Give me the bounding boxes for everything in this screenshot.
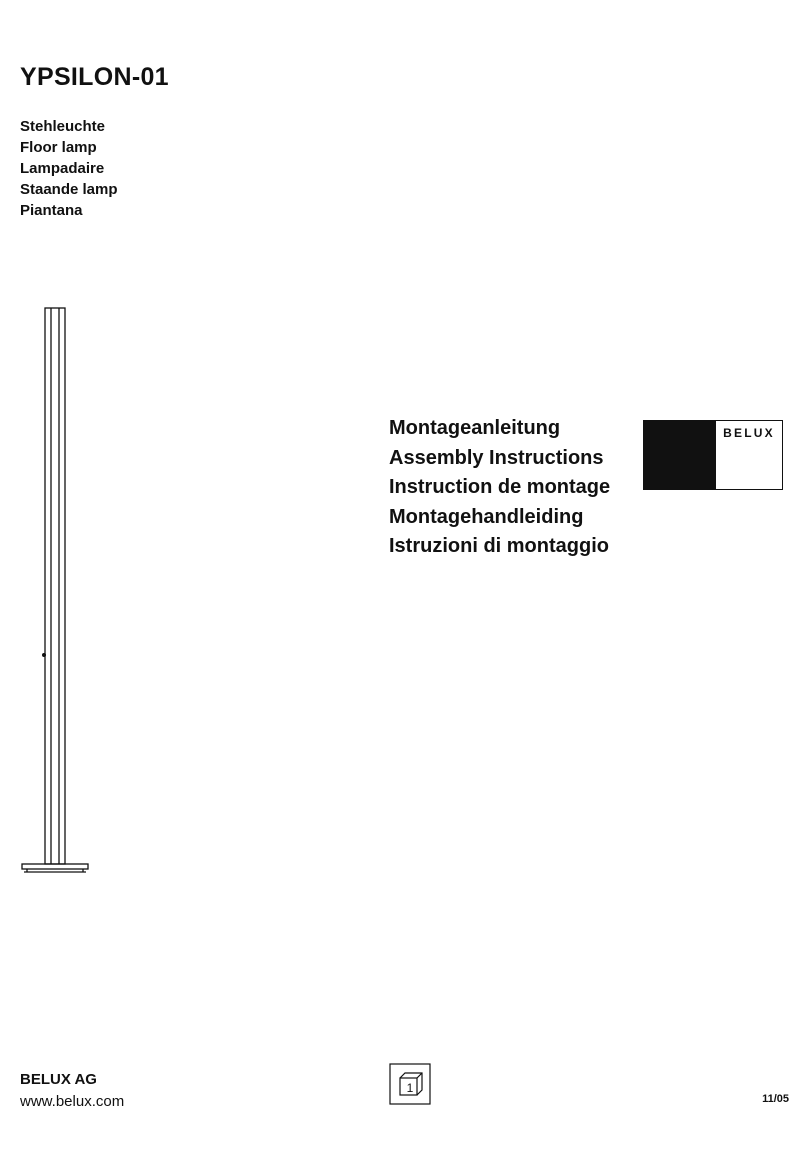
product-type-list <box>20 116 118 221</box>
product-type-de: Stehleuchte <box>20 118 106 135</box>
instructions-title-nl: Montagehandleiding <box>389 505 584 528</box>
product-type-nl: Staande lamp <box>20 181 118 198</box>
logo-text: BELUX <box>723 426 775 440</box>
logo-white-block <box>715 421 782 489</box>
instructions-title-en: Assembly Instructions <box>389 446 604 469</box>
company-website: www.belux.com <box>20 1093 125 1110</box>
instructions-title-de: Montageanleitung <box>389 417 561 439</box>
product-type-en: Floor lamp <box>20 139 97 156</box>
instructions-title-fr: Instruction de montage <box>389 476 611 498</box>
logo-black-block <box>644 421 715 489</box>
product-type-it: Piantana <box>20 202 83 219</box>
floor-lamp-illustration <box>18 306 92 876</box>
lamp-switch <box>42 653 46 657</box>
company-name: BELUX AG <box>20 1071 97 1088</box>
belux-logo <box>643 420 783 490</box>
package-count: 1 <box>406 1081 414 1095</box>
date-code: 11/05 <box>762 1093 789 1105</box>
lamp-pole <box>45 308 65 864</box>
product-title: YPSILON-01 <box>20 63 169 91</box>
product-type-fr: Lampadaire <box>20 160 105 177</box>
assembly-instructions-titles <box>389 414 610 562</box>
instructions-title-it: Istruzioni di montaggio <box>389 535 609 557</box>
lamp-base <box>22 864 88 869</box>
